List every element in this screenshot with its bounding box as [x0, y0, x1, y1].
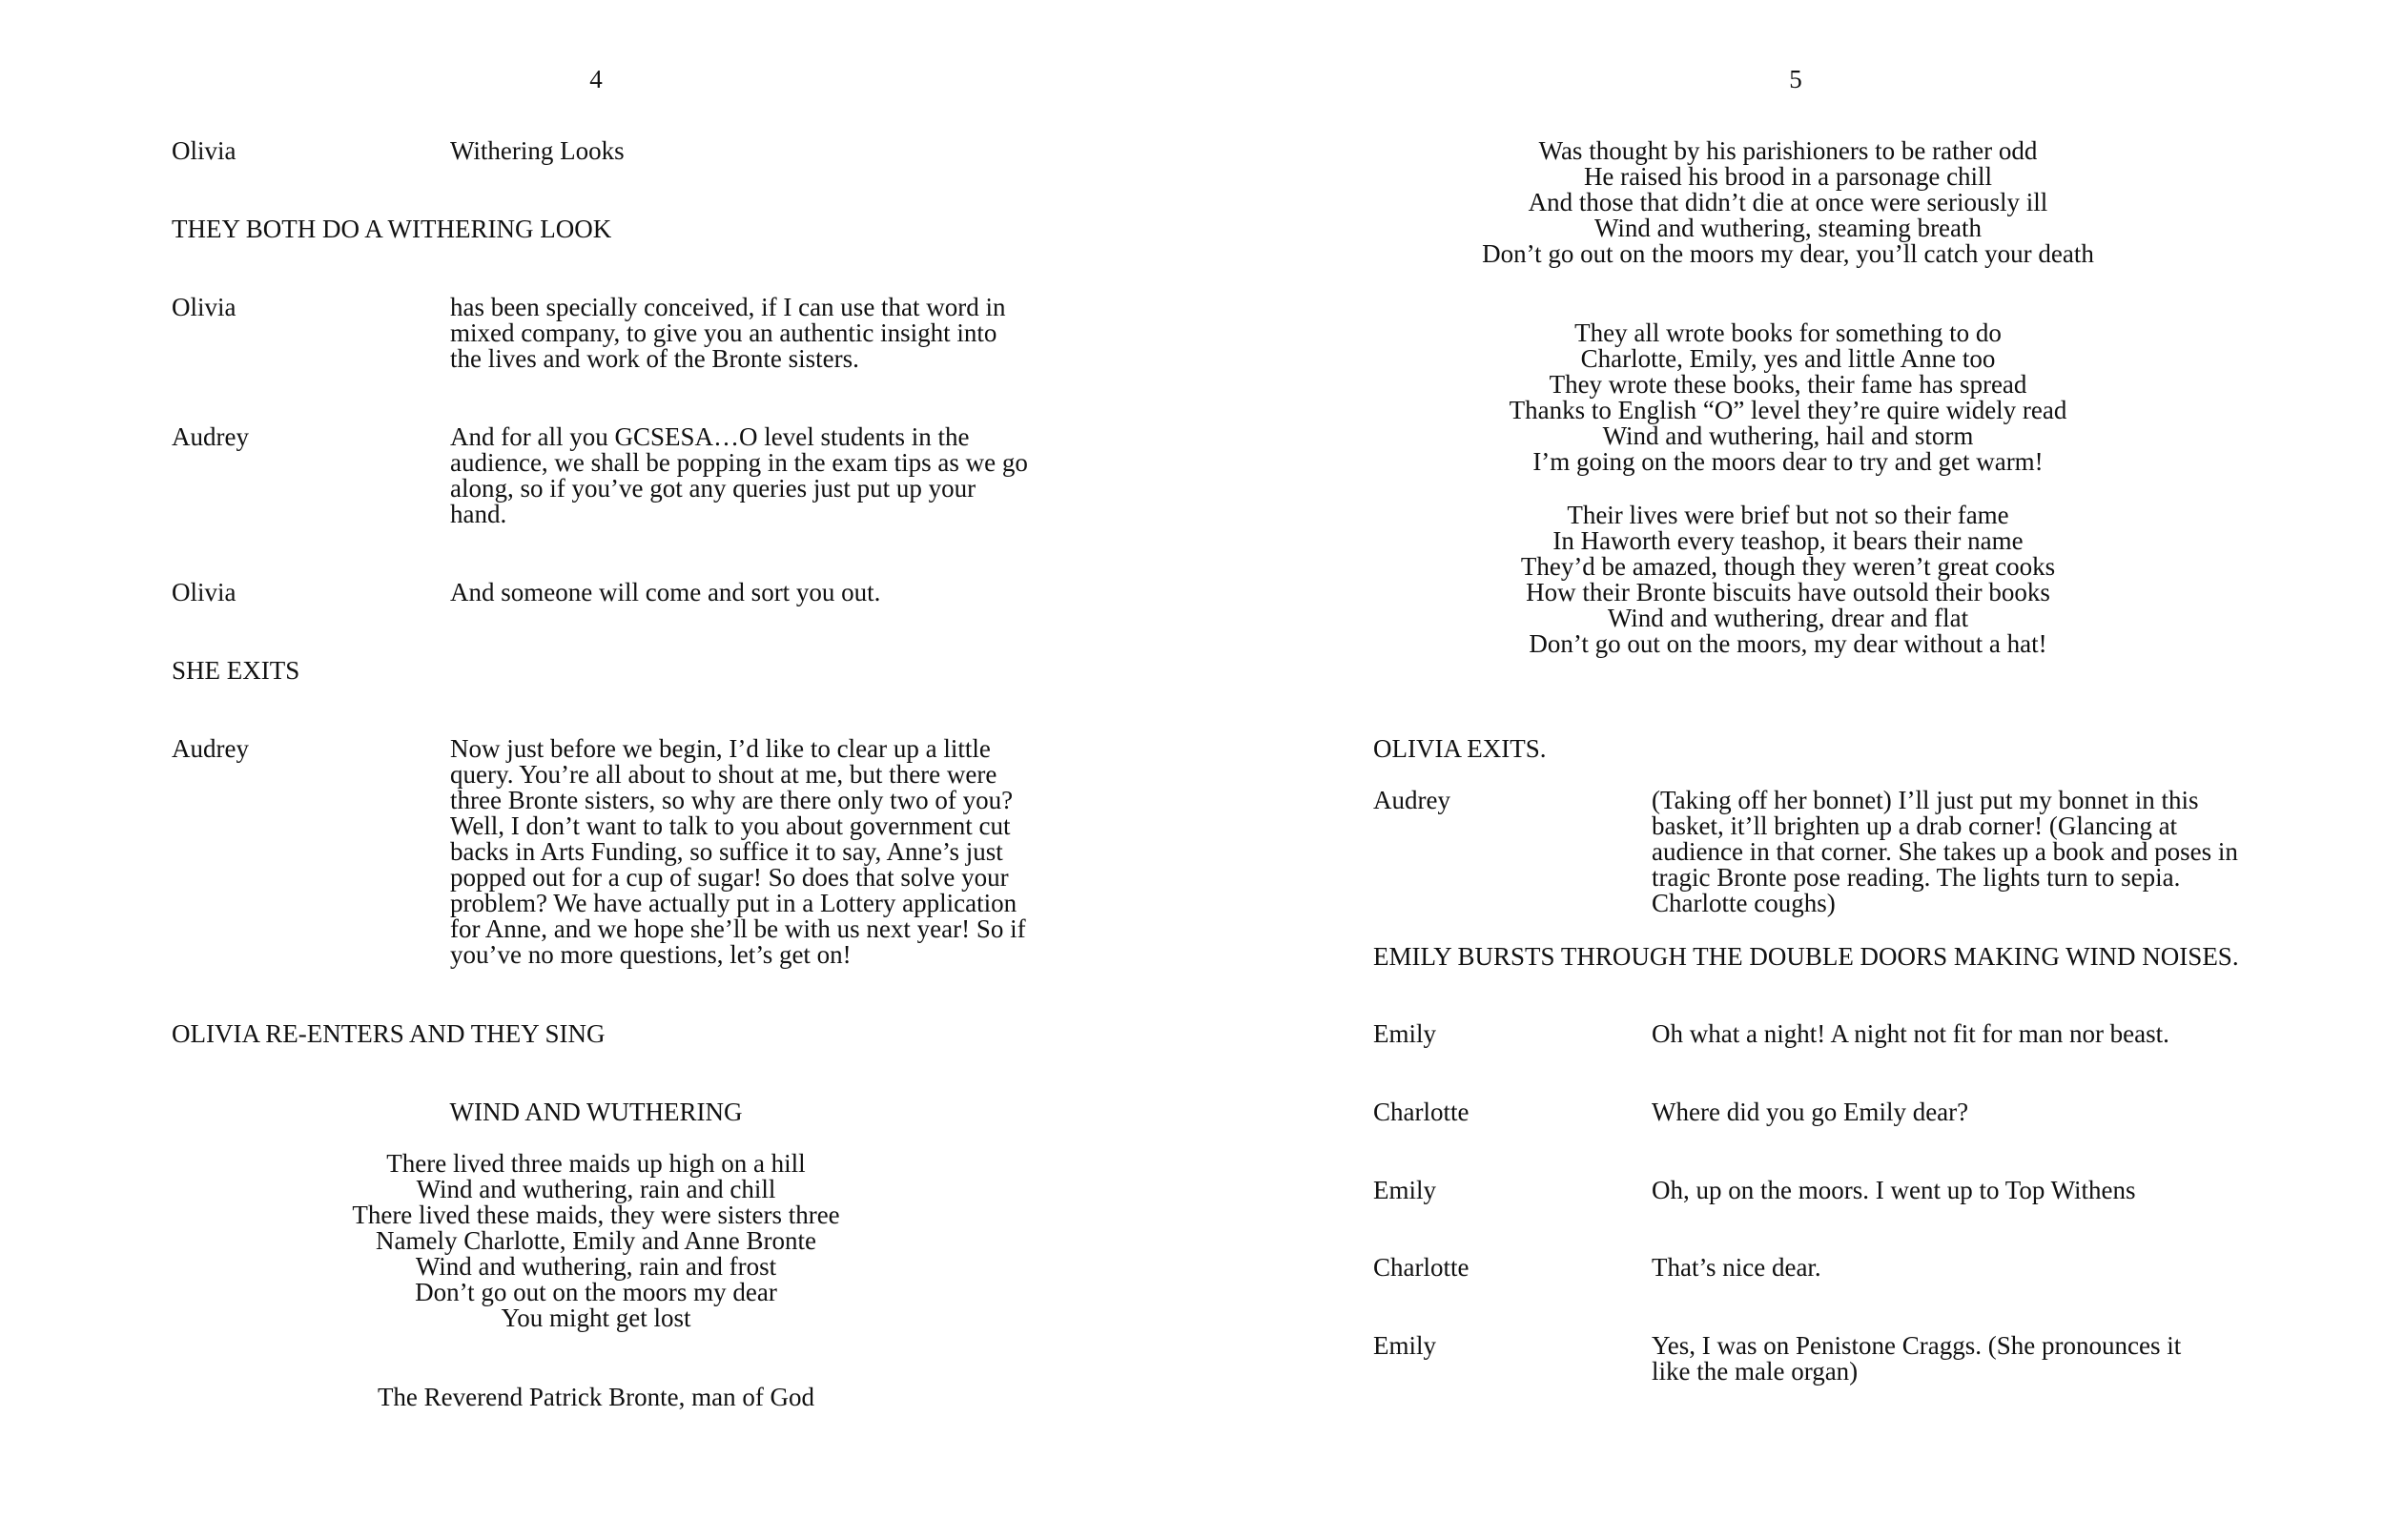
speaker-name: Emily	[1373, 1019, 1436, 1048]
lyric-line: They wrote these books, their fame has spread	[1549, 370, 2027, 399]
lyric-line: Don’t go out on the moors my dear	[415, 1278, 777, 1306]
lyric-line: Their lives were brief but not so their fame	[1567, 501, 2009, 529]
lyric-line: Namely Charlotte, Emily and Anne Bronte	[376, 1226, 816, 1255]
lyric-line: And those that didn’t die at once were seriously ill	[1528, 188, 2048, 216]
page-number: 4	[589, 65, 603, 93]
lyric-line: There lived three maids up high on a hill	[386, 1149, 806, 1178]
speech-text: And for all you GCSESA…O level students in the audience, we shall be popping in the exam tips as we go along, so if you’ve got any queries just put up your hand.	[450, 422, 1028, 528]
lyric-line: Wind and wuthering, steaming breath	[1593, 214, 1983, 242]
lyric-line: You might get lost	[501, 1304, 691, 1332]
lyric-line: In Haworth every teashop, it bears their name	[1552, 526, 2024, 555]
speech-text: (Taking off her bonnet) I’ll just put my bonnet in this basket, it’ll brighten up a drab corner! (Glancing at audience in that corner. She takes up a book and poses in tragic Bronte pose reading. The lights turn to sepia. Charlotte coughs)	[1652, 786, 2238, 917]
lyric-line: Don’t go out on the moors, my dear without a hat!	[1529, 629, 2047, 658]
speech-text: Oh, up on the moors. I went up to Top Withens	[1652, 1176, 2136, 1204]
song-title: WIND AND WUTHERING	[449, 1098, 743, 1126]
lyric-line: They all wrote books for something to do	[1574, 318, 2002, 347]
song-verse	[1416, 503, 2160, 657]
speaker-name: Emily	[1373, 1176, 1436, 1204]
speech-text: Now just before we begin, I’d like to clear up a little query. You’re all about to shout at me, but there were three Bronte sisters, so why are there only two of you? Well, I don’t want to talk to you about government cut backs in Arts Funding, so suffice it to say, Anne’s just popped out for a cup of sugar! So does that solve your problem? We have actually put in a Lottery application for Anne, and we hope she’ll be with us next year! So if you’ve no more questions, let’s get on!	[450, 734, 1026, 969]
song-verse	[1416, 320, 2160, 475]
speaker-name: Audrey	[1373, 786, 1450, 814]
speaker-name: Olivia	[172, 578, 236, 606]
lyric-line: He raised his brood in a parsonage chill	[1583, 162, 1993, 191]
lyric-line: Wind and wuthering, hail and storm	[1602, 421, 1974, 450]
speaker-name: Audrey	[172, 734, 249, 763]
speaker-name: Audrey	[172, 422, 249, 451]
lyric-line: Don’t go out on the moors my dear, you’ll catch your death	[1482, 239, 2094, 268]
speech-text: has been specially conceived, if I can use that word in mixed company, to give you an authentic insight into the lives and work of the Bronte sisters.	[450, 293, 1006, 373]
speaker-name: Charlotte	[1373, 1098, 1469, 1126]
song-verse	[215, 1385, 977, 1410]
lyric-line: Thanks to English “O” level they’re quire widely read	[1509, 396, 2067, 424]
stage-direction: SHE EXITS	[172, 656, 300, 685]
lyric-line: Wind and wuthering, drear and flat	[1607, 604, 1969, 632]
lyric-line: Charlotte, Emily, yes and little Anne too	[1580, 344, 1996, 373]
speech-text: Withering Looks	[450, 136, 625, 165]
speaker-name: Olivia	[172, 293, 236, 321]
stage-direction: THEY BOTH DO A WITHERING LOOK	[172, 215, 612, 243]
song-verse	[215, 1151, 977, 1331]
lyric-line: They’d be amazed, though they weren’t great cooks	[1520, 552, 2056, 581]
lyric-line: There lived these maids, they were sisters three	[352, 1201, 840, 1229]
speaker-name: Olivia	[172, 136, 236, 165]
speaker-name: Emily	[1373, 1331, 1436, 1360]
stage-direction: OLIVIA EXITS.	[1373, 734, 1547, 763]
speaker-name: Charlotte	[1373, 1253, 1469, 1282]
speech-text: And someone will come and sort you out.	[450, 578, 881, 606]
stage-direction: OLIVIA RE-ENTERS AND THEY SING	[172, 1019, 606, 1048]
lyric-line: The Reverend Patrick Bronte, man of God	[377, 1383, 815, 1411]
speech-text: That’s nice dear.	[1652, 1253, 1821, 1282]
lyric-line: Was thought by his parishioners to be rather odd	[1538, 136, 2038, 165]
speech-text: Where did you go Emily dear?	[1652, 1098, 1969, 1126]
stage-direction: EMILY BURSTS THROUGH THE DOUBLE DOORS MAKING WIND NOISES.	[1373, 942, 2239, 971]
lyric-line: I’m going on the moors dear to try and get warm!	[1532, 447, 2044, 476]
lyric-line: Wind and wuthering, rain and chill	[416, 1175, 776, 1203]
song-verse	[1416, 138, 2160, 267]
speech-text: Yes, I was on Penistone Craggs. (She pronounces it like the male organ)	[1652, 1331, 2182, 1386]
lyric-line: How their Bronte biscuits have outsold their books	[1526, 578, 2050, 606]
page-number: 5	[1789, 65, 1802, 93]
speech-text: Oh what a night! A night not fit for man nor beast.	[1652, 1019, 2169, 1048]
right-page	[1192, 0, 2384, 1540]
lyric-line: Wind and wuthering, rain and frost	[415, 1252, 777, 1281]
